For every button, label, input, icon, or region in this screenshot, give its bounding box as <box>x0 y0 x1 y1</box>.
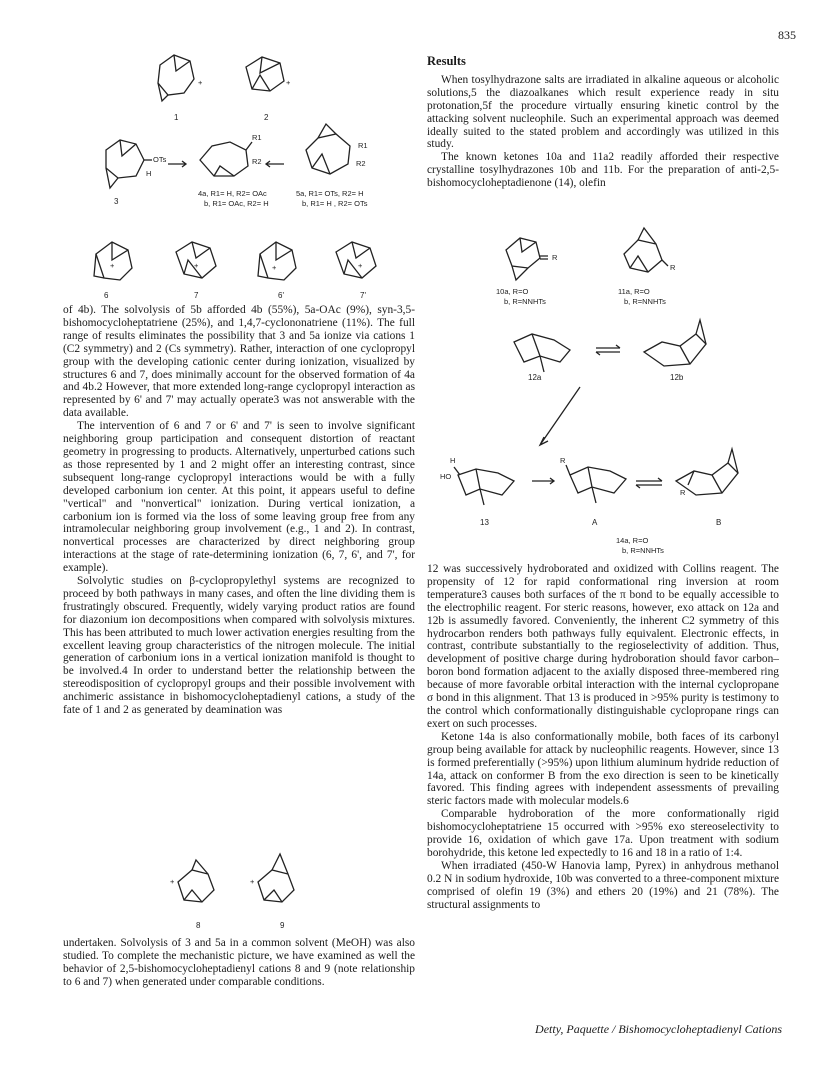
plus-sign: + <box>194 261 199 270</box>
left-column-text-continued <box>63 937 415 989</box>
scheme-nonclassical-cations <box>82 232 402 304</box>
scheme-olefin-12 <box>500 322 740 384</box>
caption-14a: 14a, R=O <box>616 536 649 545</box>
structure-9 <box>250 854 294 902</box>
compound-label-6: 6 <box>104 291 109 300</box>
structure-8 <box>170 860 214 902</box>
plus-sign: + <box>198 78 203 87</box>
compound-label-3: 3 <box>114 197 119 206</box>
structure-5 <box>306 124 368 174</box>
plus-sign: + <box>358 261 363 270</box>
scheme-solvolysis <box>100 120 400 215</box>
compound-label-7-prime: 7' <box>360 291 366 300</box>
r1-label: R1 <box>358 141 368 150</box>
compound-label-12a: 12a <box>528 373 542 382</box>
compound-label-2: 2 <box>264 113 269 122</box>
page-number: 835 <box>778 28 796 42</box>
plus-sign: + <box>272 263 277 272</box>
left-column-text <box>63 304 415 717</box>
reaction-arrow-reverse <box>266 161 284 167</box>
plus-sign: + <box>286 78 291 87</box>
equilibrium-arrow <box>636 478 662 488</box>
scheme-cations-8-9 <box>170 852 320 932</box>
structure-13 <box>440 456 514 505</box>
right-column-bottom-text <box>427 563 779 911</box>
paragraph: Solvolytic studies on β-cyclopropylethyl systems are recognized to proceed by both pathways in many cases, and often the line dividing them is frustratingly obscured. Frequently, widely varying product ratios are found for diazonium ion decompositions when compared with solvolysis mixtures. This has been attributed to much lower activation energies resulting from the excellent leaving group characteristics of the nitrogen molecule. The initial generation of carbonium ions in a vertical ionization manifold is thought to be involved.4 In order to understand better the relationship between the stereodisposition of cyclopropyl groups and their possible involvement with anchimeric assistance in bishomocycloheptadienyl cations, a study of the fate of 1 and 2 as generated by deamination was <box>63 575 415 717</box>
paragraph: of 4b). The solvolysis of 5b afforded 4b (55%), 5a-OAc (9%), syn-3,5-bishomocycloheptatriene (25%), and 1,4,7-cyclononatriene (11%). The full range of results eliminates the possibility that 3 and 5a ionize via cations 1 (C2 symmetry) and 2 (Cs symmetry). Rather, interaction of one cyclopropyl group with the developing cationic center during ionization, visualized by structures 6 and 7, does minimally account for the observed formation of 4a and 4b.2 However, that more extended long-range cyclopropyl interaction as represented by 6' and 7' may actually operate3 was not answerable with the data available. <box>63 304 415 420</box>
reaction-arrow <box>168 161 186 167</box>
plus-sign: + <box>110 261 115 270</box>
running-footer: Detty, Paquette / Bishomocycloheptadienyl Cations <box>535 1022 782 1036</box>
paragraph: When tosylhydrazone salts are irradiated in alkaline aqueous or alcoholic solutions,5 the diazoalkanes which result experience ready in situ protonation,5f the procedure virtually ensuring kinetic control by the attacking solvent nucleophile. Such an experimental approach was deemed ideally suited to the stated problem and accordingly was utilized in this study. <box>427 73 779 151</box>
compound-label-7: 7 <box>194 291 199 300</box>
ho-label: HO <box>440 472 452 481</box>
section-heading-results: Results <box>427 54 466 68</box>
caption-11a: 11a, R=O <box>618 287 650 296</box>
r1-label: R1 <box>252 133 262 142</box>
scheme-hydroboration <box>440 385 760 560</box>
paragraph: When irradiated (450-W Hanovia lamp, Pyrex) in anhydrous methanol 0.2 N in sodium hydroxide, 10b was converted to a three-component mixture comprised of olefin 19 (3%) and ethers 20 (19%) and 21 (78%). The structural assignments to <box>427 859 779 911</box>
r-label: R <box>670 263 676 272</box>
caption-14b: b, R=NNHTs <box>622 546 664 555</box>
paragraph: Comparable hydroboration of the more conformationally rigid bishomocycloheptatriene 15 occurred with >95% exo stereoselectivity to provide 16, oxidation of which gave 17a. Upon treatment with sodium borohydride, this ketone led expectedly to 16 and 18 in a ratio of 1:4. <box>427 808 779 859</box>
scheme-ketones <box>490 220 730 320</box>
caption-4a: 4a, R1= H, R2= OAc <box>198 189 267 198</box>
structure-6 <box>94 242 132 280</box>
compound-label-12b: 12b <box>670 373 684 382</box>
reaction-arrow <box>532 478 554 484</box>
structure-7-prime <box>336 242 376 278</box>
ots-label: OTs <box>153 155 167 164</box>
structure-3 <box>106 140 167 188</box>
r-label: R <box>552 253 558 262</box>
caption-5b: b, R1= H , R2= OTs <box>302 199 368 208</box>
caption-10b: b, R=NNHTs <box>504 297 546 306</box>
compound-label-6-prime: 6' <box>278 291 284 300</box>
structure-1 <box>158 55 203 101</box>
r-label: R <box>560 456 566 465</box>
structure-10 <box>506 238 558 280</box>
compound-label-9: 9 <box>280 921 285 930</box>
scheme-cations-1-2 <box>140 48 310 123</box>
right-column-top-text <box>427 55 779 190</box>
compound-label-8: 8 <box>196 921 201 930</box>
structure-4 <box>200 133 262 176</box>
structure-7 <box>176 242 216 278</box>
caption-5a: 5a, R1= OTs, R2= H <box>296 189 364 198</box>
r2-label: R2 <box>356 159 366 168</box>
reaction-arrow <box>540 387 580 445</box>
caption-4b: b, R1= OAc, R2= H <box>204 199 269 208</box>
conformer-label-a: A <box>592 518 598 527</box>
h-label: H <box>146 169 152 178</box>
compound-label-13: 13 <box>480 518 489 527</box>
equilibrium-arrow <box>596 345 620 355</box>
structure-11 <box>624 228 676 272</box>
caption-11b: b, R=NNHTs <box>624 297 666 306</box>
r2-label: R2 <box>252 157 262 166</box>
caption-10a: 10a, R=O <box>496 287 529 296</box>
conformer-label-b: B <box>716 518 722 527</box>
structure-12b <box>644 320 706 366</box>
compound-label-1: 1 <box>174 113 179 122</box>
structure-12a <box>514 334 570 372</box>
paragraph: The known ketones 10a and 11a2 readily afforded their respective crystalline tosylhydrazones 10b and 11b. For the preparation of anti-2,5-bishomocycloheptadienone (14), olefin <box>427 151 779 190</box>
structure-6-prime <box>258 242 296 280</box>
paragraph: Ketone 14a is also conformationally mobile, both faces of its carbonyl group being available for attack by nucleophilic reagents. However, since 13 is formed preferentially (>95%) upon lithium aluminum hydride reduction of 14a, attack on conformer B from the exo direction is seen to be kinetically favored. This finding agrees with independent assessments of prevailing steric factors made with molecular models.6 <box>427 730 779 808</box>
paragraph: The intervention of 6 and 7 or 6' and 7' is seen to involve significant neighboring group participation and consequent distortion of reactant geometry in progressing to products. Alternatively, unperturbed cations such as those represented by 1 and 2 might offer an interesting contrast, since subsequent long-range cyclopropyl interactions would be with a fully developed carbonium ion center. At this point, it appears useful to define "vertical" and "nonvertical" ionization. During vertical ionization, a carbonium ion is formed via the loss of some leaving group free from any intramolecular neighboring group involvement (e.g., 1 and 2). In contrast, nonvertical processes are characterized by direct neighboring group interactions at the stage of rate-determining ionization (6, 7, 6', and 7', for example). <box>63 420 415 575</box>
paragraph: 12 was successively hydroborated and oxidized with Collins reagent. The propensity of 12 for rapid conformational ring inversion at room temperature3 causes both surfaces of the π bond to be equally accessible to the electrophilic reagent. For steric reasons, however, exo attack on 12a and 12b is assumedly favored. Conveniently, the inherent C2 symmetry of this hydrocarbon renders both pathways fully equivalent. Electronic effects, in contrast, contribute substantially to the regioselectivity of addition. Thus, development of positive charge during hydroboration should favor carbon–boron bond formation adjacent to the axially disposed three-membered ring because of more favorable orbital interaction with the internal cyclopropane σ bond in this alignment. That 13 is produced in >95% purity is testimony to the control which conformationally distinguishable cyclopropane rings can exert on such processes. <box>427 563 779 730</box>
structure-2 <box>246 57 291 91</box>
plus-sign: + <box>170 877 175 886</box>
h-label: H <box>450 456 456 465</box>
plus-sign: + <box>250 877 255 886</box>
structure-conformer-a <box>560 456 626 503</box>
paragraph: undertaken. Solvolysis of 3 and 5a in a common solvent (MeOH) was also studied. To complete the mechanistic picture, we have examined as well the behavior of 2,5-bishomocycloheptadienyl cations 8 and 9 (note relationship to 6 and 7) when generated under comparable conditions. <box>63 937 415 988</box>
r-label: R <box>680 488 686 497</box>
structure-conformer-b <box>676 449 738 497</box>
